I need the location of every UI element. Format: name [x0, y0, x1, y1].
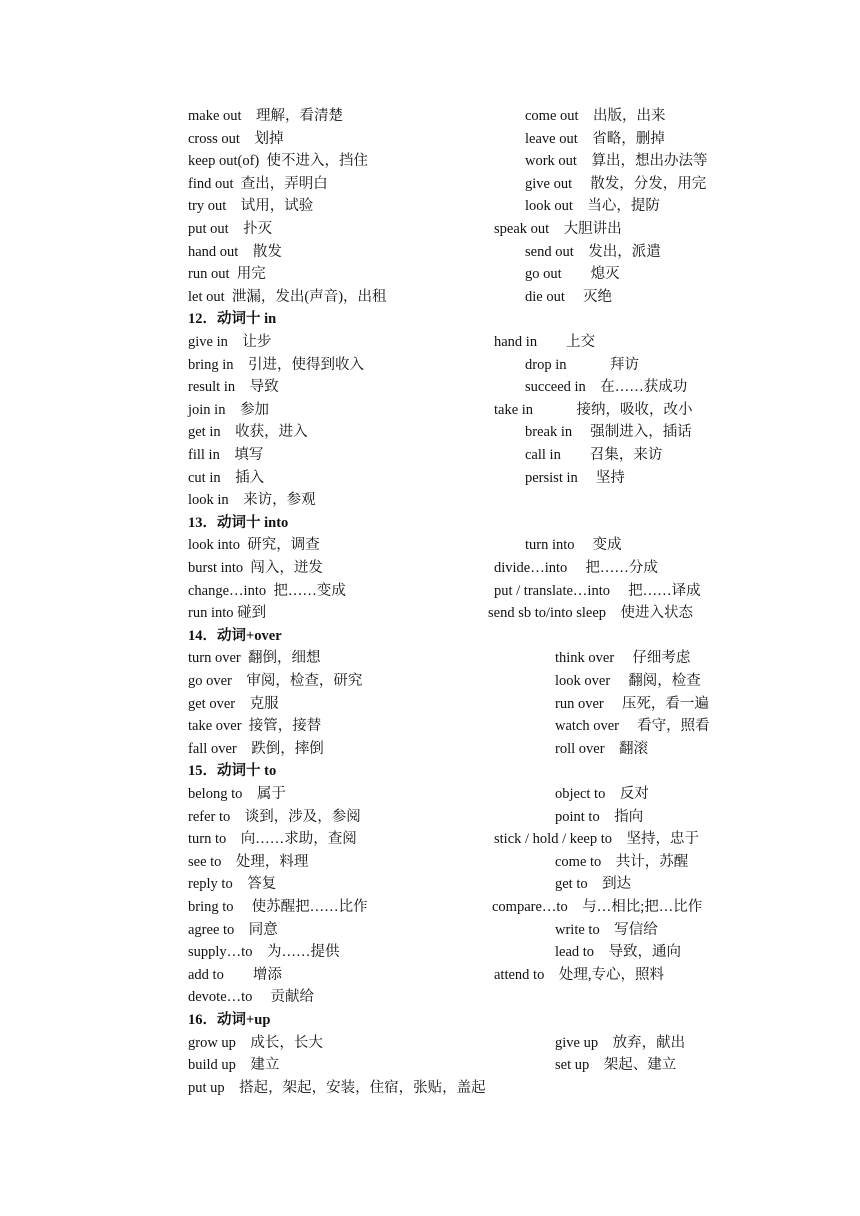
phrase-entry-right: lead to 导致，通向 — [555, 944, 682, 961]
phrase-entry-right: break in 强制进入，插话 — [525, 424, 692, 441]
phrase-entry-right: look over 翻阅，检查 — [555, 673, 701, 689]
phrase-entry-left: bring to 使苏醒把……比作 — [188, 899, 368, 915]
phrase-entry-right: die out 灭绝 — [525, 288, 612, 305]
phrase-entry-left: grow up 成长，长大 — [188, 1034, 323, 1051]
phrase-entry-left: result in 导致 — [188, 379, 279, 396]
phrase-entry-right: get to 到达 — [555, 876, 632, 893]
phrase-entry-left: make out 理解，看清楚 — [188, 108, 344, 124]
phrase-entry-right: write to 写信给 — [555, 921, 658, 938]
phrase-entry-right: think over 仔细考虑 — [555, 650, 691, 667]
phrase-entry-right: call in 召集，来访 — [525, 447, 663, 463]
phrase-entry-right: roll over 翻滚 — [555, 740, 649, 757]
phrase-entry-right: stick / hold / keep to 坚持，忠于 — [494, 831, 699, 848]
phrase-entry-left: refer to 谈到，涉及，参阅 — [188, 808, 361, 825]
phrase-entry-left: supply…to 为……提供 — [188, 944, 340, 961]
phrase-entry-left: bring in 引进，使得到收入 — [188, 356, 365, 373]
section-heading: 14．动词+over — [188, 627, 282, 644]
section-heading: 12．动词十 in — [188, 311, 277, 328]
phrase-entry-right: send out 发出，派遣 — [525, 243, 661, 260]
phrase-entry-right: point to 指向 — [555, 808, 644, 825]
phrase-entry-right: go out 熄灭 — [525, 266, 620, 283]
phrase-entry-left: go over 审阅，检查，研究 — [188, 673, 363, 689]
phrase-entry-left: get over 克服 — [188, 695, 279, 712]
phrase-entry-right: attend to 处理,专心，照料 — [494, 966, 664, 983]
phrase-entry-left: take over 接管，接替 — [188, 718, 322, 735]
phrase-entry-left: see to 处理，料理 — [188, 853, 309, 870]
section-heading: 16．动词+up — [188, 1012, 271, 1028]
phrase-entry-left: cut in 插入 — [188, 469, 265, 486]
phrase-entry-left: join in 参加 — [188, 401, 269, 418]
phrase-entry-left: build up 建立 — [188, 1057, 280, 1074]
phrase-entry-right: set up 架起、建立 — [555, 1057, 677, 1074]
phrase-entry-right: hand in 上交 — [494, 334, 596, 350]
section-heading: 15．动词十 to — [188, 763, 277, 780]
phrase-entry-left: cross out 划掉 — [188, 130, 284, 147]
phrase-entry-left: turn to 向……求助，查阅 — [188, 831, 357, 848]
phrase-entry-right: give up 放弃，献出 — [555, 1034, 686, 1051]
phrase-entry-left: find out 查出，弄明白 — [188, 175, 328, 192]
phrase-entry-left: hand out 散发 — [188, 243, 282, 260]
phrase-entry-right: watch over 看守，照看 — [555, 718, 710, 735]
phrase-entry-left: agree to 同意 — [188, 921, 278, 938]
phrase-entry-left: add to 增添 — [188, 966, 282, 983]
phrase-entry-left: run out 用完 — [188, 266, 266, 283]
phrase-entry-left: burst into 闯入，迸发 — [188, 560, 323, 576]
phrase-entry-left: fall over 跌倒，摔倒 — [188, 740, 324, 757]
phrase-entry-right: put / translate…into 把……译成 — [494, 582, 701, 599]
phrase-entry-left: give in 让步 — [188, 334, 272, 350]
phrase-entry-right: drop in 拜访 — [525, 356, 639, 373]
phrase-entry-right: give out 散发，分发，用完 — [525, 175, 707, 192]
phrase-entry-right: work out 算出，想出办法等 — [525, 153, 708, 170]
phrase-entry-left: change…into 把……变成 — [188, 582, 346, 599]
phrase-entry-left: keep out(of) 使不进入，挡住 — [188, 153, 369, 170]
phrase-entry-right: turn into 变成 — [525, 537, 622, 554]
phrase-entry-right: object to 反对 — [555, 786, 649, 802]
phrase-entry-right: leave out 省略，删掉 — [525, 130, 665, 147]
phrase-entry-right: take in 接纳，吸收，改小 — [494, 401, 693, 418]
phrase-entry-left: let out 泄漏，发出(声音)，出租 — [188, 288, 387, 305]
phrase-entry-right: succeed in 在……获成功 — [525, 379, 688, 396]
phrase-entry-right: look out 当心，提防 — [525, 198, 660, 215]
phrase-entry-left: put out 扑灭 — [188, 221, 273, 237]
phrase-entry-right: persist in 坚持 — [525, 469, 625, 486]
phrase-entry-left: devote…to 贡献给 — [188, 989, 315, 1006]
phrase-entry-right: come to 共计，苏醒 — [555, 853, 689, 870]
phrase-entry-left: look into 研究，调查 — [188, 537, 320, 554]
phrase-entry-right: run over 压死，看一遍 — [555, 695, 709, 712]
phrase-entry-left: run into 碰到 — [188, 605, 267, 622]
phrase-entry-left: look in 来访，参观 — [188, 492, 316, 509]
phrase-entry-right: come out 出版，出来 — [525, 108, 666, 124]
phrase-entry-left: try out 试用，试验 — [188, 198, 314, 215]
phrase-entry-left: put up 搭起，架起，安装，住宿，张贴，盖起 — [188, 1079, 486, 1096]
phrase-entry-right: speak out 大胆讲出 — [494, 221, 622, 237]
phrase-entry-left: turn over 翻倒，细想 — [188, 650, 321, 667]
phrase-entry-right: divide…into 把……分成 — [494, 560, 658, 576]
section-heading: 13．动词十 into — [188, 514, 289, 531]
phrase-entry-right: send sb to/into sleep 使进入状态 — [488, 605, 694, 622]
phrase-entry-left: reply to 答复 — [188, 876, 277, 893]
phrase-entry-left: get in 收获，进入 — [188, 424, 308, 441]
phrase-entry-left: fill in 填写 — [188, 447, 264, 463]
phrase-entry-left: belong to 属于 — [188, 786, 286, 802]
phrase-entry-right: compare…to 与…相比;把…比作 — [492, 899, 703, 915]
